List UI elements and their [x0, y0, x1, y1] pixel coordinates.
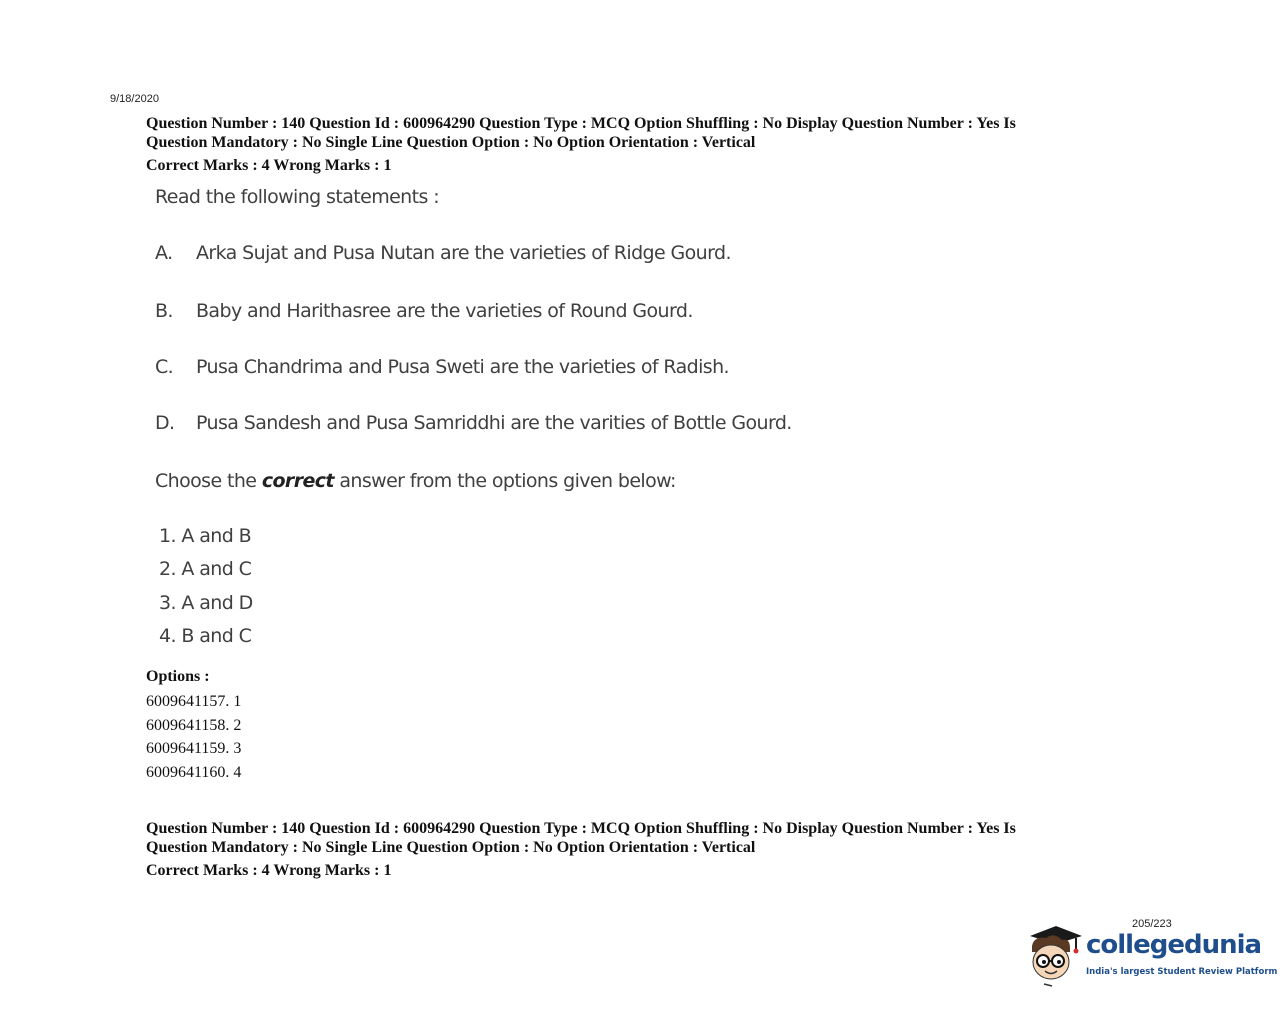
page-number: 205/223 [1132, 918, 1172, 930]
option-item: 6009641158. 2 [146, 716, 242, 734]
statement-text: Arka Sujat and Pusa Nutan are the varieties of Ridge Gourd. [196, 242, 731, 264]
statement-c [155, 356, 729, 378]
choose-pre: Choose the [155, 470, 262, 492]
option-item: 6009641157. 1 [146, 693, 242, 710]
options-list [146, 668, 241, 784]
brand-tagline: India's largest Student Review Platform [1086, 967, 1278, 977]
statement-text: Pusa Chandrima and Pusa Sweti are the varieties of Radish. [196, 356, 729, 378]
answer-choice-1: 1. A and B [159, 525, 252, 547]
choose-post: answer from the options given below: [333, 470, 676, 492]
meta-line-1: Question Number : 140 Question Id : 600964290 Question Type : MCQ Option Shuffling : No Display Question Number : Yes Is [146, 820, 1016, 837]
statement-letter: D. [155, 412, 175, 434]
answer-choice-2: 2. A and C [159, 558, 252, 580]
option-item: 6009641159. 3 [146, 740, 242, 757]
choose-bold: correct [261, 470, 334, 492]
meta-line-2: Question Mandatory : No Single Line Question Option : No Option Orientation : Vertical [146, 134, 756, 151]
statement-b [155, 300, 693, 322]
option-item: 6009641160. 4 [146, 763, 242, 781]
meta-line-1: Question Number : 140 Question Id : 600964290 Question Type : MCQ Option Shuffling : No Display Question Number : Yes Is [146, 115, 1016, 132]
question-intro: Read the following statements : [155, 186, 440, 208]
choose-instruction [155, 470, 676, 492]
marks-line: Correct Marks : 4 Wrong Marks : 1 [146, 157, 392, 174]
marks-line: Correct Marks : 4 Wrong Marks : 1 [146, 862, 392, 879]
statement-letter: B. [155, 300, 173, 322]
statement-d [155, 412, 792, 434]
print-date: 9/18/2020 [110, 93, 159, 105]
statement-letter: A. [155, 242, 173, 264]
answer-choice-4: 4. B and C [159, 625, 252, 647]
meta-line-2: Question Mandatory : No Single Line Question Option : No Option Orientation : Vertical [146, 839, 756, 856]
question-meta-repeat [146, 819, 1106, 880]
statement-text: Baby and Harithasree are the varieties of Round Gourd. [196, 300, 693, 322]
collegedunia-logo [1024, 918, 1278, 990]
statement-text: Pusa Sandesh and Pusa Samriddhi are the varities of Bottle Gourd. [196, 412, 792, 434]
answer-choice-3: 3. A and D [159, 592, 253, 614]
options-heading: Options : [146, 668, 210, 685]
statement-letter: C. [155, 356, 174, 378]
statement-a [155, 242, 731, 264]
brand-name: collegedunia [1086, 930, 1262, 960]
question-meta [146, 114, 1106, 175]
mascot-icon [1024, 918, 1086, 990]
